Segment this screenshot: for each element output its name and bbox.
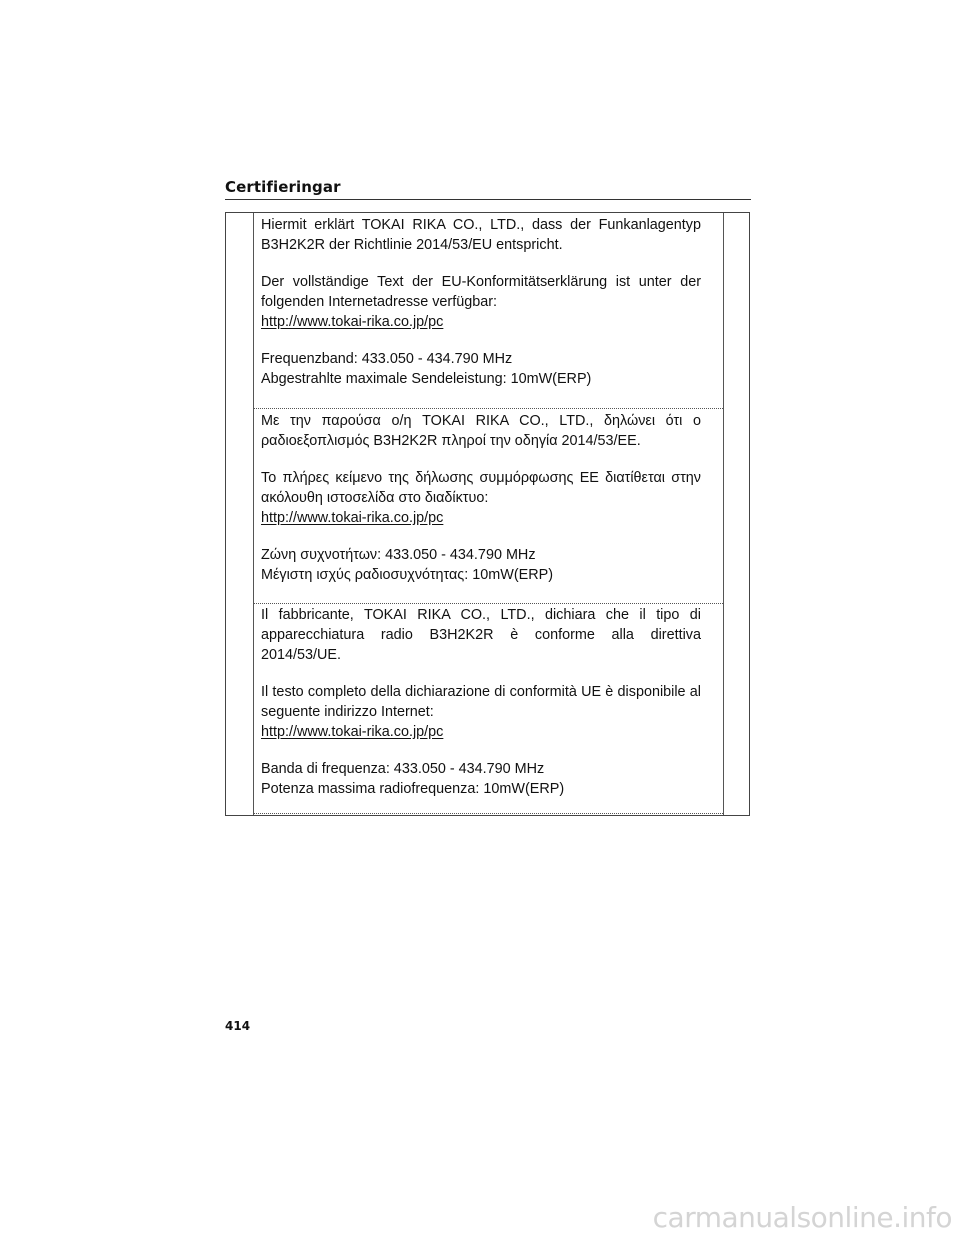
section-divider bbox=[254, 408, 723, 409]
declaration-url-link[interactable]: http://www.tokai-rika.co.jp/pc bbox=[261, 314, 444, 330]
section-divider bbox=[254, 813, 723, 814]
declaration-block-el bbox=[261, 411, 701, 585]
declaration-text: Hiermit erklärt TOKAI RIKA CO., LTD., dass der Funkanlagentyp B3H2K2R der Richtlinie 2014/53/EU entspricht. bbox=[261, 217, 701, 253]
declaration-url-link[interactable]: http://www.tokai-rika.co.jp/pc bbox=[261, 724, 444, 740]
section-divider bbox=[254, 603, 723, 604]
max-power-text: Potenza massima radiofrequenza: 10mW(ERP) bbox=[261, 781, 565, 797]
full-text-notice: Το πλήρες κείμενο της δήλωσης συμμόρφωσης ΕΕ διατίθεται στην ακόλουθη ιστοσελίδα στο διαδίκτυο: bbox=[261, 470, 701, 506]
declaration-block-de bbox=[261, 215, 701, 389]
table-right-column-divider bbox=[723, 213, 724, 815]
full-text-notice: Der vollständige Text der EU-Konformitätserklärung ist unter der folgenden Internetadresse verfügbar: bbox=[261, 274, 701, 310]
site-watermark: carmanualsonline.info bbox=[652, 1201, 952, 1234]
declaration-text: Il fabbricante, TOKAI RIKA CO., LTD., dichiara che il tipo di apparecchiatura radio B3H2K2R è conforme alla direttiva 2014/53/UE. bbox=[261, 607, 701, 663]
declaration-block-it bbox=[261, 605, 701, 799]
table-left-column-divider bbox=[253, 213, 254, 815]
full-text-notice: Il testo completo della dichiarazione di conformità UE è disponibile al seguente indirizzo Internet: bbox=[261, 684, 701, 720]
max-power-text: Abgestrahlte maximale Sendeleistung: 10mW(ERP) bbox=[261, 371, 592, 387]
page-number: 414 bbox=[225, 1019, 251, 1033]
page-title: Certifieringar bbox=[225, 178, 341, 196]
frequency-band-text: Ζώνη συχνοτήτων: 433.050 - 434.790 MHz bbox=[261, 547, 536, 563]
title-divider bbox=[225, 199, 751, 200]
certification-table bbox=[225, 212, 750, 816]
declaration-url-link[interactable]: http://www.tokai-rika.co.jp/pc bbox=[261, 510, 444, 526]
frequency-band-text: Frequenzband: 433.050 - 434.790 MHz bbox=[261, 351, 513, 367]
declaration-text: Με την παρούσα ο/η TOKAI RIKA CO., LTD., δηλώνει ότι ο ραδιοεξοπλισμός B3H2K2R πληροί την οδηγία 2014/53/ΕΕ. bbox=[261, 413, 701, 449]
max-power-text: Μέγιστη ισχύς ραδιοσυχνότητας: 10mW(ERP) bbox=[261, 567, 553, 583]
frequency-band-text: Banda di frequenza: 433.050 - 434.790 MHz bbox=[261, 761, 545, 777]
